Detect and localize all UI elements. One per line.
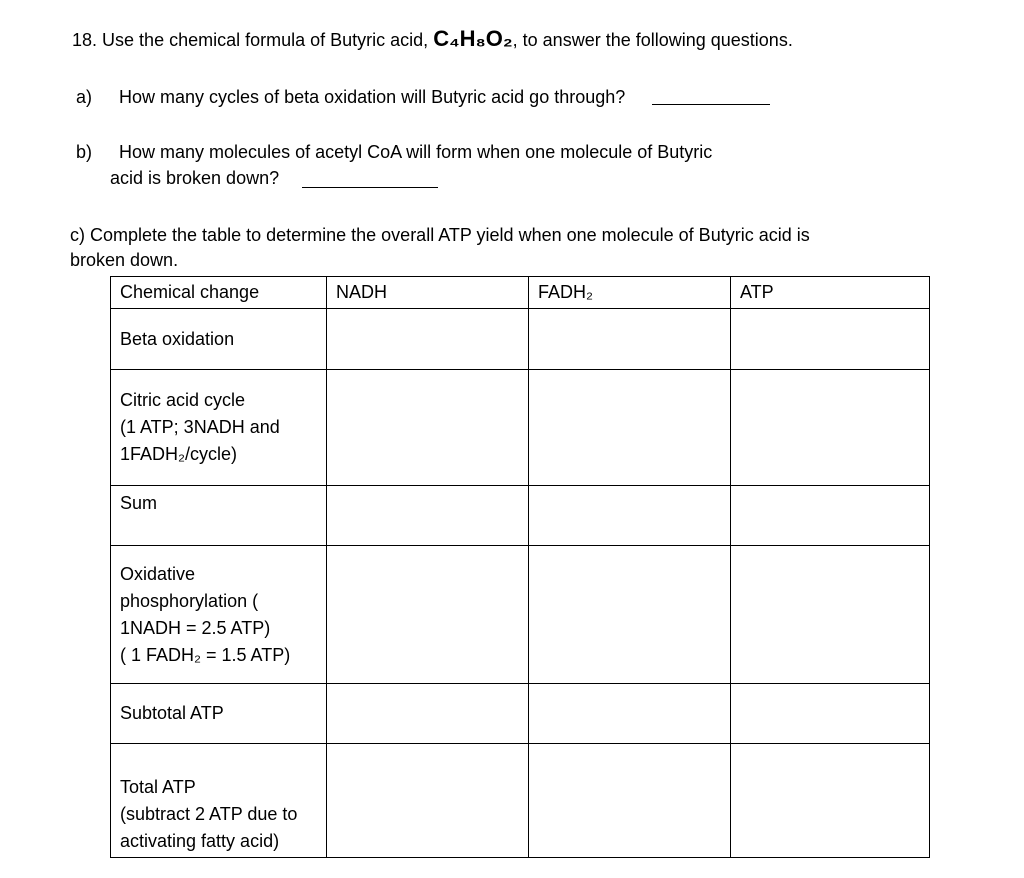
row-label — [111, 744, 327, 858]
row-label-line: Oxidative — [120, 563, 196, 584]
atp-input-cell[interactable] — [731, 370, 930, 486]
atp-input-cell[interactable] — [731, 684, 930, 744]
part-b-line2: acid is broken down? — [110, 168, 280, 188]
fadh2-input-cell[interactable] — [529, 546, 731, 684]
row-label-line: Total ATP — [120, 777, 196, 797]
part-a-label: a) — [76, 87, 93, 107]
nadh-input-cell[interactable] — [327, 486, 529, 546]
row-label-line: Sum — [120, 493, 158, 513]
part-b-label: b) — [76, 142, 93, 162]
fadh2-input-cell[interactable] — [529, 684, 731, 744]
row-label — [111, 309, 327, 370]
header-fadh2: FADH₂ — [529, 277, 731, 309]
part-b — [76, 139, 712, 165]
atp-yield-table — [110, 276, 930, 858]
table-header-row — [111, 277, 930, 309]
table-row-sum — [111, 486, 930, 546]
part-c-line1: c) Complete the table to determine the overall ATP yield when one molecule of Butyric acid is — [70, 225, 810, 245]
part-a — [76, 84, 625, 110]
header-nadh: NADH — [327, 277, 529, 309]
nadh-input-cell[interactable] — [327, 309, 529, 370]
atp-input-cell[interactable] — [731, 486, 930, 546]
question-number: 18. — [72, 30, 98, 50]
question-outro: , to answer the following questions. — [512, 30, 793, 50]
fadh2-input-cell[interactable] — [529, 744, 731, 858]
row-label-line: Subtotal ATP — [120, 703, 224, 723]
nadh-input-cell[interactable] — [327, 684, 529, 744]
table-row-beta-oxidation — [111, 309, 930, 370]
fadh2-input-cell[interactable] — [529, 309, 731, 370]
row-label-line: Citric acid cycle — [120, 390, 246, 410]
row-label-line: 1FADH₂/cycle) — [120, 444, 238, 464]
row-label-line: 1NADH = 2.5 ATP) — [120, 617, 271, 638]
table-row-citric-acid-cycle — [111, 370, 930, 486]
atp-input-cell[interactable] — [731, 309, 930, 370]
nadh-input-cell[interactable] — [327, 546, 529, 684]
part-c-line2: broken down. — [70, 250, 179, 270]
row-label-line: (subtract 2 ATP due to — [120, 804, 298, 824]
table-row-oxidative-phosphorylation — [111, 546, 930, 684]
chemical-formula: C₄H₈O₂ — [433, 26, 513, 51]
nadh-input-cell[interactable] — [327, 370, 529, 486]
row-label-line: ( 1 FADH₂ = 1.5 ATP) — [120, 644, 291, 665]
question-intro: Use the chemical formula of Butyric acid, — [102, 30, 429, 50]
row-label-line: phosphorylation ( — [120, 590, 259, 611]
atp-input-cell[interactable] — [731, 546, 930, 684]
row-label — [111, 546, 327, 684]
table-row-subtotal-atp — [111, 684, 930, 744]
question-heading — [72, 26, 793, 53]
atp-input-cell[interactable] — [731, 744, 930, 858]
header-chemical-change: Chemical change — [111, 277, 327, 309]
header-atp: ATP — [731, 277, 930, 309]
part-a-answer-line[interactable] — [652, 104, 770, 105]
nadh-input-cell[interactable] — [327, 744, 529, 858]
row-label-line: Beta oxidation — [120, 328, 235, 349]
part-b-answer-line[interactable] — [302, 187, 438, 188]
row-label — [111, 684, 327, 744]
fadh2-input-cell[interactable] — [529, 486, 731, 546]
fadh2-input-cell[interactable] — [529, 370, 731, 486]
row-label — [111, 370, 327, 486]
row-label-line: activating fatty acid) — [120, 831, 280, 851]
row-label-line: (1 ATP; 3NADH and — [120, 417, 280, 437]
table-row-total-atp — [111, 744, 930, 858]
part-a-text: How many cycles of beta oxidation will Butyric acid go through? — [119, 87, 626, 107]
part-b-line1: How many molecules of acetyl CoA will form when one molecule of Butyric — [119, 142, 713, 162]
row-label — [111, 486, 327, 546]
